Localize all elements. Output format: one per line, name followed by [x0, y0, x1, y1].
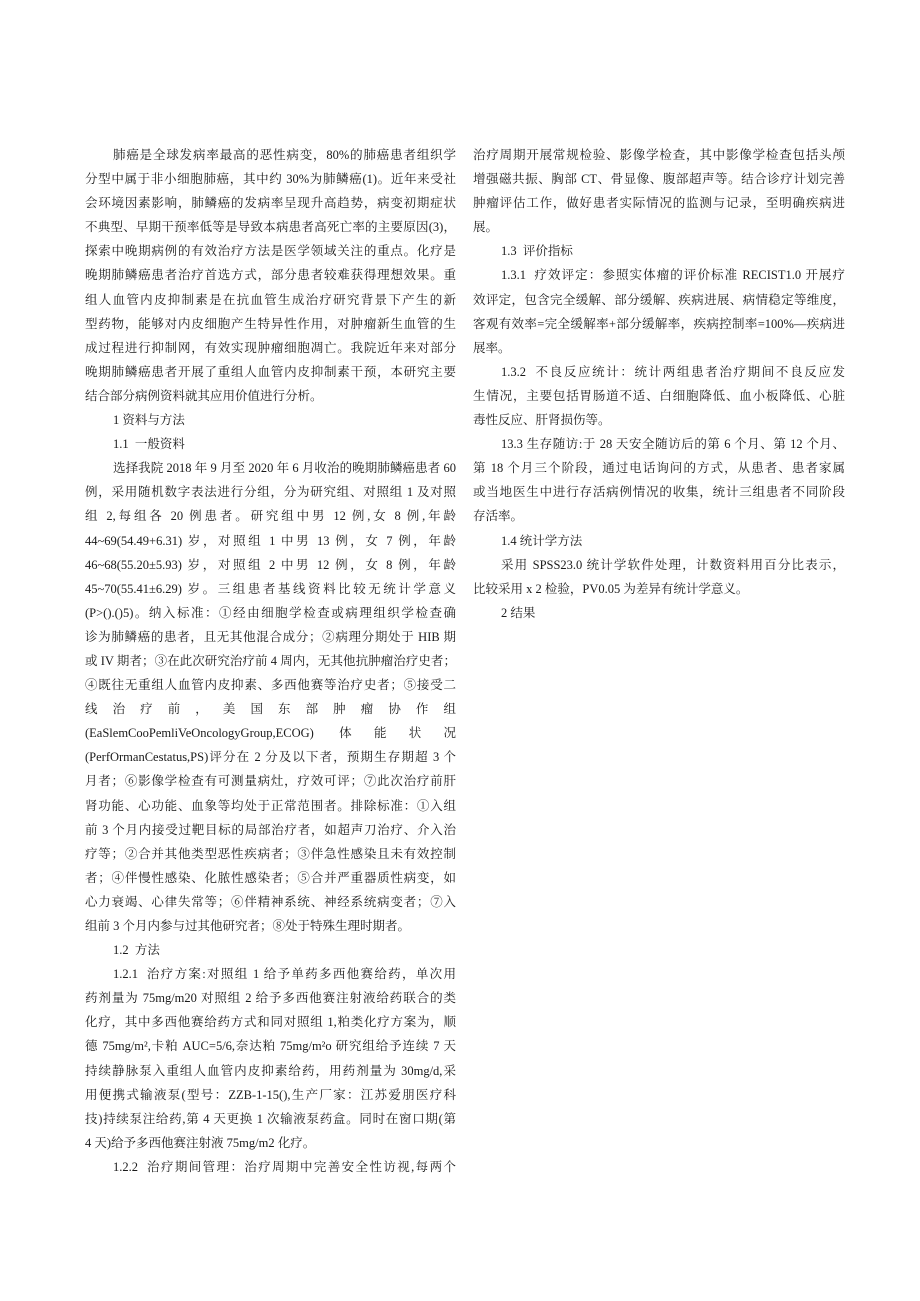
text-line: (EaSlemCooPemliVeOncologyGroup,ECOG) 体能状况: [85, 726, 456, 741]
text-line: 存活率。: [473, 509, 524, 524]
text-line: 效评定，包含完全缓解、部分缓解、疾病进展、病情稳定等维度，: [473, 292, 845, 307]
text-line: 第 18 个月三个阶段，通过电话询问的方式，从患者、患者家属: [473, 461, 845, 476]
text-line: 13.3 生存随访:于 28 天安全随访后的第 6 个月、第 12 个月、: [501, 437, 845, 452]
text-line: 分型中属于非小细胞肺癌，其中约 30%为肺鳞癌(1)。近年来受社: [85, 172, 456, 187]
text-line: 或当地医生中进行存活病例情况的收集，统计三组患者不同阶段: [473, 485, 845, 500]
text-line: 展率。: [473, 340, 511, 355]
text-line: 4 天)给予多西他赛注射液 75mg/m2 化疗。: [85, 1135, 316, 1150]
text-line: 技)持续泵注给药,第 4 天更换 1 次输液泵药盒。同时在窗口期(第: [85, 1111, 456, 1126]
text-line: 不典型、早期干预率低等是导致本病患者高死亡率的主要原因(3)，: [85, 220, 456, 235]
text-line: 探索中晚期病例的有效治疗方法是医学领域关注的重点。化疗是: [85, 244, 456, 259]
text-line: 比较采用 x 2 检验，PV0.05 为差异有统计学意义。: [473, 581, 749, 596]
text-line: 46~68(55.20±5.93) 岁，对照组 2 中男 12 例，女 8 例，年龄: [85, 557, 456, 572]
text-line: 前 3 个月内接受过靶目标的局部治疗者，如超声刀治疗、介入治: [85, 822, 456, 837]
text-line: 1.3.2 不良反应统计：统计两组患者治疗期间不良反应发: [501, 364, 845, 379]
text-line: (PerfOrmanCestatus,PS)评分在 2 分及以下者，预期生存期超 3 个: [85, 750, 456, 765]
text-line: 采用 SPSS23.0 统计学软件处理，计数资料用百分比表示，: [501, 557, 845, 572]
text-line: 1.3.1 疗效评定：参照实体瘤的评价标准 RECIST1.0 开展疗: [501, 268, 845, 283]
text-line: (P>().()5)。纳入标准：①经由细胞学检查或病理组织学检查确: [85, 605, 456, 620]
text-line: 晚期肺鳞癌患者治疗首选方式，部分患者较难获得理想效果。重: [85, 268, 456, 283]
text-line: 1.3 评价指标: [501, 244, 573, 259]
text-line: 毒性反应、肝肾损伤等。: [473, 413, 611, 428]
text-line: 1.2 方法: [113, 943, 160, 958]
text-line: 诊为肺鳞癌的患者，且无其他混合成分；②病理分期处于 HIB 期: [85, 629, 456, 644]
text-line: 型药物，能够对内皮细胞产生特异性作用，对肿瘤新生血管的生: [85, 316, 456, 331]
text-line: 德 75mg/m²,卡粕 AUC=5/6,奈达粕 75mg/m²o 研究组给予连续 7 天: [85, 1039, 456, 1054]
text-line: 1.4 统计学方法: [501, 533, 583, 548]
text-line: 1 资料与方法: [113, 413, 185, 428]
text-line: 1.2.1 治疗方案:对照组 1 给予单药多西他赛给药，单次用: [113, 967, 456, 982]
text-line: 客观有效率=完全缓解率+部分缓解率，疾病控制率=100%—疾病进: [473, 316, 845, 331]
text-line: 疗等；②合并其他类型恶性疾病者；③伴急性感染且未有效控制: [85, 846, 456, 861]
text-line: 45~70(55.41±6.29) 岁。三组患者基线资料比较无统计学意义: [85, 581, 456, 596]
text-line: 组 2,每组各 20 例患者。研究组中男 12 例,女 8 例,年龄: [85, 509, 456, 524]
text-line: 化疗，其中多西他赛给药方式和同对照组 1,粕类化疗方案为，顺: [85, 1015, 456, 1030]
text-line: 用便携式输液泵(型号：ZZB-1-15(),生产厂家：江苏爱朋医疗科: [85, 1087, 456, 1102]
text-line: 1.2.2 治疗期间管理：治疗周期中完善安全性访视,每两个: [113, 1159, 456, 1174]
left-column: [85, 143, 456, 1179]
text-line: 44~69(54.49+6.31) 岁，对照组 1 中男 13 例，女 7 例，年龄: [85, 533, 456, 548]
text-line: 会环境因素影响，肺鳞癌的发病率呈现升高趋势，病变初期症状: [85, 196, 456, 211]
text-line: 持续静脉泵入重组人血管内皮抑素给药，用药剂量为 30mg/d,采: [85, 1063, 456, 1078]
text-line: 生情况，主要包括胃肠道不适、白细胞降低、血小板降低、心脏: [473, 388, 845, 403]
right-column: [473, 143, 845, 625]
text-line: 月者；⑥影像学检查有可测量病灶，疗效可评；⑦此次治疗前肝: [85, 774, 456, 789]
text-line: 成过程进行抑制网，有效实现肿瘤细胞凋亡。我院近年来对部分: [85, 340, 456, 355]
text-line: 线治疗前，美国东部肿瘤协作组: [85, 702, 456, 717]
text-line: ④既往无重组人血管内皮抑素、多西他赛等治疗史者；⑤接受二: [85, 678, 456, 693]
text-line: 肺癌是全球发病率最高的恶性病变，80%的肺癌患者组织学: [113, 148, 456, 162]
text-line: 结合部分病例资料就其应用价值进行分析。: [85, 388, 323, 403]
text-line: 例，采用随机数字表法进行分组，分为研究组、对照组 1 及对照: [85, 485, 456, 500]
text-line: 心力衰竭、心律失常等；⑥伴精神系统、神经系统病变者；⑦入: [85, 894, 456, 909]
text-line: 治疗周期开展常规检验、影像学检查，其中影像学检查包括头颅: [473, 148, 845, 162]
text-line: 药剂量为 75mg/m20 对照组 2 给予多西他赛注射液给药联合的类: [85, 991, 456, 1006]
text-line: 增强磁共振、胸部 CT、骨显像、腹部超声等。结合诊疗计划完善: [473, 172, 845, 187]
text-line: 展。: [473, 220, 499, 235]
text-line: 者；④伴慢性感染、化脓性感染者；⑤合并严重器质性病变，如: [85, 870, 456, 885]
text-line: 肾功能、心功能、血象等均处于正常范围者。排除标准：①入组: [85, 798, 456, 813]
text-line: 1.1 一般资料: [113, 437, 185, 452]
text-line: 选择我院 2018 年 9 月至 2020 年 6 月收治的晚期肺鳞癌患者 60: [113, 461, 456, 476]
text-line: 组人血管内皮抑制素是在抗血管生成治疗研究背景下产生的新: [85, 292, 456, 307]
text-line: 晚期肺鳞癌患者开展了重组人血管内皮抑制素干预，本研究主要: [85, 364, 456, 379]
text-line: 组前 3 个月内参与过其他研究者；⑧处于特殊生理时期者。: [85, 919, 411, 933]
text-line: 肿瘤评估工作，做好患者实际情况的监测与记录，至明确疾病进: [473, 196, 845, 211]
text-line: 或 IV 期者；③在此次研究治疗前 4 周内，无其他抗肿瘤治疗史者；: [85, 653, 456, 668]
text-line: 2 结果: [501, 605, 536, 620]
